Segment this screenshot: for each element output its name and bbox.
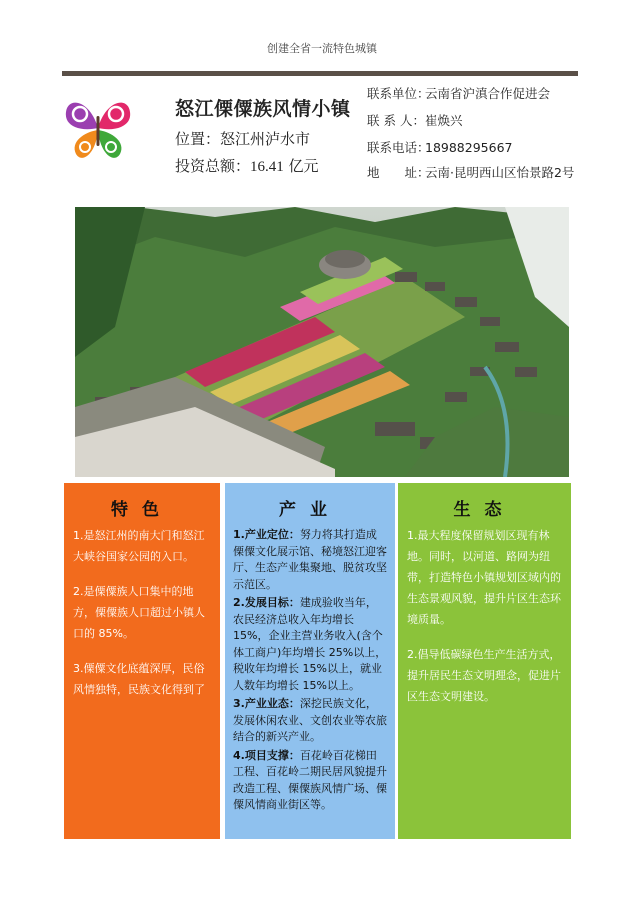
industry-item-text: 百花岭百花梯田工程、百花岭二期民居风貌提升改造工程、傈僳族风情广场、傈僳风情商业街区等。 [233, 748, 387, 811]
contact-value: 云南省沪滇合作促进会 [425, 86, 551, 101]
page-title: 怒江傈僳族风情小镇 [175, 98, 351, 120]
feature-item: 3.傈僳文化底蕴深厚，民俗风情独特，民族文化得到了 [73, 662, 205, 696]
contact-value: 18988295667 [425, 140, 513, 155]
page-banner: 创建全省一流特色城镇 [267, 42, 377, 55]
industry-item-label: 3.产业业态： [233, 697, 300, 710]
investment-line [175, 155, 319, 176]
industry-panel [225, 483, 395, 839]
contact-row [367, 138, 512, 156]
ecology-item: 2.倡导低碳绿色生产生活方式，提升居民生态文明理念，促进片区生态文明建设。 [407, 648, 561, 703]
contact-label: 联系电话： [367, 140, 430, 155]
contact-value: 崔焕兴 [425, 113, 463, 128]
industry-item-label: 2.发展目标： [233, 596, 300, 609]
industry-item [233, 748, 387, 814]
features-heading: 特色 [111, 500, 173, 520]
industry-item [233, 696, 387, 746]
features-panel [64, 483, 220, 839]
investment-unit: 亿元 [283, 157, 319, 175]
header-divider [62, 71, 578, 76]
industry-item [233, 527, 387, 593]
contact-row [367, 84, 550, 102]
industry-item-label: 1.产业定位： [233, 528, 300, 541]
location-line: 位置：怒江州泸水市 [175, 130, 311, 148]
industry-heading: 产业 [279, 500, 341, 520]
investment-label: 投资总额： [175, 157, 251, 175]
contact-label: 联 系 人： [367, 113, 425, 128]
contact-value: 云南·昆明西山区怡景路2号 [425, 165, 575, 180]
industry-item-text: 努力将其打造成傈僳文化展示馆、秘境怒江迎客厅、生态产业集聚地、脱贫攻坚示范区。 [233, 528, 387, 591]
feature-item: 1.是怒江州的南大门和怒江大峡谷国家公园的入口。 [73, 529, 205, 563]
contact-row [367, 163, 574, 181]
ecology-panel [398, 483, 571, 839]
industry-item-text: 深挖民族文化，发展休闲农业、文创农业等农旅结合的新兴产业。 [233, 697, 387, 743]
contact-label: 联系单位： [367, 86, 430, 101]
contact-row [367, 111, 463, 129]
industry-item-text: 建成验收当年，农民经济总收入年均增长 15%，企业主营业务收入(含个体工商户)年均增长 25%以上，税收年均增长 15%以上，就业人数年均增长 15%以上。 [233, 596, 387, 692]
town-aerial-rendering [75, 207, 569, 477]
contact-label: 地 址： [367, 165, 430, 180]
ecology-heading: 生态 [453, 500, 516, 520]
industry-item [233, 595, 387, 694]
ecology-item: 1.最大程度保留规划区现有林地。同时，以河道、路网为纽带，打造特色小镇规划区域内的生态景观风貌，提升片区生态环境质量。 [407, 529, 561, 626]
feature-item: 2.是傈僳族人口集中的地方，傈僳族人口超过小镇人口的 85%。 [73, 585, 205, 640]
butterfly-logo-icon [62, 92, 134, 166]
industry-item-label: 4.项目支撑： [233, 748, 300, 762]
investment-amount: 16.41 [250, 159, 284, 175]
